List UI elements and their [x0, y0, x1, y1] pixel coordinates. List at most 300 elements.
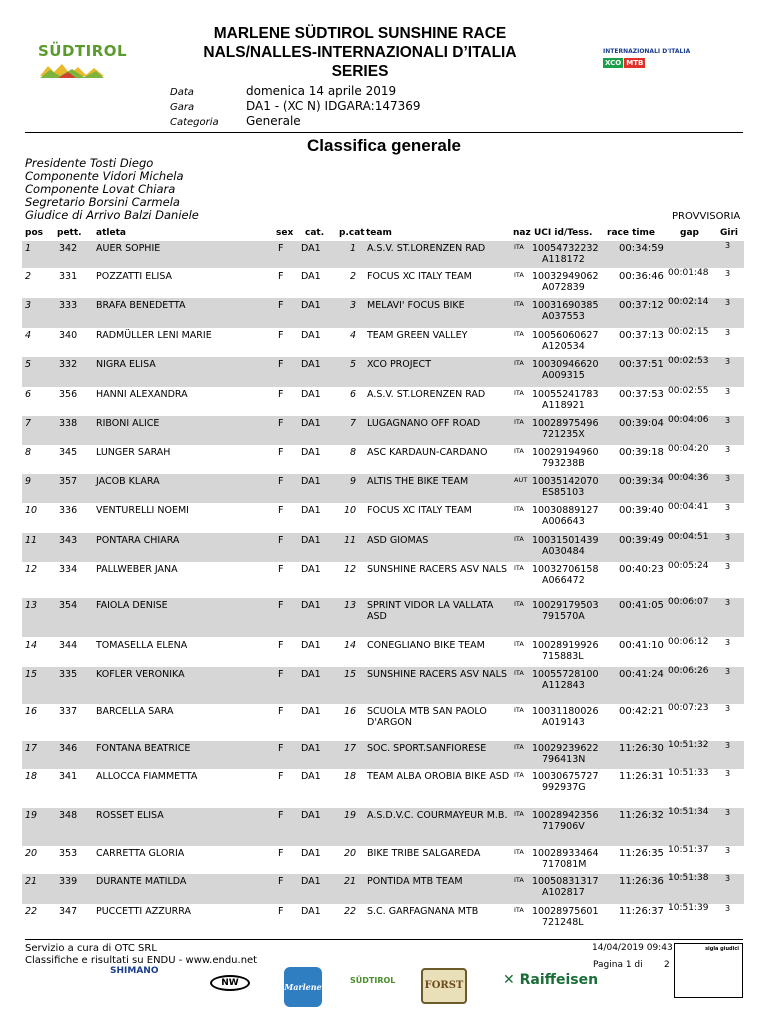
row-sex: F	[278, 359, 284, 370]
row-pcat: 15	[344, 669, 357, 680]
row-cat: DA1	[301, 906, 321, 917]
row-pos: 18	[25, 771, 38, 782]
row-race-time: 00:41:10	[619, 640, 664, 651]
row-pos: 2	[25, 271, 32, 282]
row-uci-id: 10031690385	[532, 300, 599, 311]
row-laps: 3	[725, 416, 731, 425]
jury-member: Giudice di Arrivo Balzi Daniele	[25, 208, 199, 222]
row-pcat: 17	[344, 743, 357, 754]
row-team: SCUOLA MTB SAN PAOLO D'ARGON	[367, 706, 487, 728]
row-pett: 331	[59, 271, 78, 282]
row-tessera: 717906V	[542, 821, 585, 832]
row-laps: 3	[725, 741, 731, 750]
row-pett: 339	[59, 876, 78, 887]
footer-service: Servizio a cura di OTC SRL	[25, 943, 157, 954]
row-sex: F	[278, 243, 284, 254]
row-pcat: 22	[344, 906, 357, 917]
table-row	[22, 241, 744, 268]
sudtirol-waves-icon	[40, 62, 104, 78]
row-pett: 336	[59, 505, 78, 516]
row-pos: 14	[25, 640, 38, 651]
row-athlete: NIGRA ELISA	[96, 359, 156, 370]
row-pcat: 16	[344, 706, 357, 717]
row-athlete: BARCELLA SARA	[96, 706, 174, 717]
row-tessera: A112843	[542, 680, 585, 691]
row-sex: F	[278, 771, 284, 782]
row-naz: ITA	[514, 706, 524, 714]
row-tessera: A030484	[542, 546, 585, 557]
row-tessera: A072839	[542, 282, 585, 293]
row-uci-id: 10030675727	[532, 771, 599, 782]
row-athlete: FAIOLA DENISE	[96, 600, 168, 611]
row-tessera: 721235X	[542, 429, 585, 440]
row-pos: 21	[25, 876, 38, 887]
col-gap: gap	[680, 228, 699, 238]
row-team: FOCUS XC ITALY TEAM	[367, 505, 472, 516]
row-naz: ITA	[514, 848, 524, 856]
row-pcat: 20	[344, 848, 357, 859]
row-gap: 00:02:14	[668, 297, 709, 307]
row-naz: ITA	[514, 564, 524, 572]
row-laps: 3	[725, 704, 731, 713]
row-sex: F	[278, 389, 284, 400]
row-athlete: POZZATTI ELISA	[96, 271, 173, 282]
row-laps: 3	[725, 904, 731, 913]
row-uci-id: 10035142070	[532, 476, 599, 487]
row-pett: 347	[59, 906, 78, 917]
table-row	[22, 874, 744, 904]
race-title	[150, 24, 570, 81]
row-laps: 3	[725, 298, 731, 307]
row-laps: 3	[725, 533, 731, 542]
row-pcat: 19	[344, 810, 357, 821]
row-gap: 00:04:41	[668, 502, 709, 512]
table-row	[22, 562, 744, 598]
table-row	[22, 808, 744, 846]
row-team: SOC. SPORT.SANFIORESE	[367, 743, 487, 754]
row-pett: 338	[59, 418, 78, 429]
row-pos: 19	[25, 810, 38, 821]
section-title: Classifica generale	[306, 136, 462, 155]
row-cat: DA1	[301, 271, 321, 282]
row-pcat: 12	[344, 564, 357, 575]
jury-member: Componente Vidori Michela	[25, 169, 184, 183]
row-laps: 3	[725, 846, 731, 855]
row-team: S.C. GARFAGNANA MTB	[367, 906, 479, 917]
row-pett: 335	[59, 669, 78, 680]
row-naz: ITA	[514, 876, 524, 884]
row-sex: F	[278, 271, 284, 282]
col-cat: cat.	[305, 228, 325, 238]
row-race-time: 00:41:05	[619, 600, 664, 611]
row-team: TEAM ALBA OROBIA BIKE ASD	[367, 771, 510, 782]
row-laps: 3	[725, 769, 731, 778]
row-pett: 357	[59, 476, 78, 487]
footer-datetime: 14/04/2019 09:43	[592, 943, 673, 953]
row-tessera: A066472	[542, 575, 585, 586]
row-gap: 00:06:12	[668, 637, 709, 647]
row-tessera: A037553	[542, 311, 585, 322]
table-row	[22, 328, 744, 357]
row-athlete: PUCCETTI AZZURRA	[96, 906, 191, 917]
jury-list	[25, 157, 199, 222]
row-tessera: A120534	[542, 341, 585, 352]
row-tessera: 992937G	[542, 782, 586, 793]
row-pos: 22	[25, 906, 38, 917]
sponsor-northwave-logo: NW	[210, 975, 250, 991]
row-athlete: PONTARA CHIARA	[96, 535, 180, 546]
row-pos: 3	[25, 300, 32, 311]
row-athlete: BRAFA BENEDETTA	[96, 300, 186, 311]
row-uci-id: 10028919926	[532, 640, 599, 651]
row-gap: 00:04:20	[668, 444, 709, 454]
row-gap: 10:51:32	[668, 740, 709, 750]
row-sex: F	[278, 535, 284, 546]
row-cat: DA1	[301, 669, 321, 680]
xco-badge: XCO	[605, 59, 622, 67]
row-naz: ITA	[514, 743, 524, 751]
row-pett: 348	[59, 810, 78, 821]
row-pett: 345	[59, 447, 78, 458]
row-uci-id: 10029179503	[532, 600, 599, 611]
row-sex: F	[278, 330, 284, 341]
row-pos: 6	[25, 389, 32, 400]
row-cat: DA1	[301, 300, 321, 311]
row-athlete: FONTANA BEATRICE	[96, 743, 191, 754]
jury-member: Segretario Borsini Carmela	[25, 195, 180, 209]
row-sex: F	[278, 418, 284, 429]
row-team: ASC KARDAUN-CARDANO	[367, 447, 488, 458]
row-sex: F	[278, 476, 284, 487]
jury-member: Componente Lovat Chiara	[25, 182, 176, 196]
row-athlete: VENTURELLI NOEMI	[96, 505, 189, 516]
row-uci-id: 10028975496	[532, 418, 599, 429]
row-pett: 334	[59, 564, 78, 575]
row-pcat: 5	[349, 359, 356, 370]
row-race-time: 00:37:53	[619, 389, 664, 400]
row-cat: DA1	[301, 743, 321, 754]
row-cat: DA1	[301, 535, 321, 546]
footer-divider	[25, 939, 743, 940]
row-pcat: 9	[349, 476, 356, 487]
row-laps: 3	[725, 638, 731, 647]
sponsor-shimano-logo: SHIMANO	[110, 966, 159, 976]
row-cat: DA1	[301, 564, 321, 575]
row-tessera: ES85103	[542, 487, 585, 498]
mtb-badge: MTB	[626, 59, 644, 67]
table-row	[22, 533, 744, 562]
row-gap: 00:05:24	[668, 561, 709, 571]
row-athlete: ROSSET ELISA	[96, 810, 164, 821]
row-pcat: 1	[349, 243, 356, 254]
row-athlete: HANNI ALEXANDRA	[96, 389, 188, 400]
col-naz: naz	[513, 228, 531, 238]
row-team: TEAM GREEN VALLEY	[367, 330, 468, 341]
row-naz: ITA	[514, 600, 524, 608]
row-pcat: 21	[344, 876, 357, 887]
row-gap: 00:04:36	[668, 473, 709, 483]
row-athlete: LUNGER SARAH	[96, 447, 171, 458]
row-team: CONEGLIANO BIKE TEAM	[367, 640, 485, 651]
row-tessera: A118172	[542, 254, 585, 265]
row-laps: 3	[725, 808, 731, 817]
row-gap: 00:06:07	[668, 597, 709, 607]
row-tessera: 793238B	[542, 458, 585, 469]
row-cat: DA1	[301, 447, 321, 458]
row-pcat: 14	[344, 640, 357, 651]
sponsor-marlene-logo: Marlene	[284, 967, 322, 1007]
row-uci-id: 10030889127	[532, 505, 599, 516]
row-pett: 337	[59, 706, 78, 717]
row-gap: 10:51:34	[668, 807, 709, 817]
row-laps: 3	[725, 357, 731, 366]
row-uci-id: 10056060627	[532, 330, 599, 341]
row-laps: 3	[725, 874, 731, 883]
col-pcat: p.cat	[339, 228, 365, 238]
row-team: SPRINT VIDOR LA VALLATA ASD	[367, 600, 494, 622]
col-atleta: atleta	[96, 228, 126, 238]
row-athlete: KOFLER VERONIKA	[96, 669, 185, 680]
row-team: A.S.D.V.C. COURMAYEUR M.B.	[367, 810, 508, 821]
row-tessera: A009315	[542, 370, 585, 381]
row-cat: DA1	[301, 243, 321, 254]
sponsor-raiffeisen-text: Raiffeisen	[519, 972, 599, 988]
row-race-time: 00:34:59	[619, 243, 664, 254]
row-pcat: 7	[349, 418, 356, 429]
table-row	[22, 667, 744, 704]
race-value: DA1 - (XC N) IDGARA:147369	[246, 99, 421, 113]
row-gap: 00:02:55	[668, 386, 709, 396]
row-cat: DA1	[301, 600, 321, 611]
internazionali-logo-text: INTERNAZIONALI D'ITALIA	[603, 48, 691, 55]
row-team: SUNSHINE RACERS ASV NALS	[367, 669, 508, 680]
row-laps: 3	[725, 598, 731, 607]
row-pett: 354	[59, 600, 78, 611]
row-tessera: A019143	[542, 717, 585, 728]
row-naz: ITA	[514, 359, 524, 367]
row-pett: 341	[59, 771, 78, 782]
row-laps: 3	[725, 241, 731, 250]
table-row	[22, 741, 744, 769]
row-sex: F	[278, 505, 284, 516]
row-naz: ITA	[514, 535, 524, 543]
table-row	[22, 846, 744, 874]
row-uci-id: 10029194960	[532, 447, 599, 458]
row-pos: 4	[25, 330, 32, 341]
row-naz: AUT	[514, 476, 528, 484]
judges-signature-box	[674, 943, 743, 998]
row-pos: 15	[25, 669, 38, 680]
header-divider	[25, 132, 743, 133]
col-race-time: race time	[607, 228, 655, 238]
row-sex: F	[278, 300, 284, 311]
row-cat: DA1	[301, 876, 321, 887]
row-sex: F	[278, 640, 284, 651]
row-pos: 7	[25, 418, 32, 429]
race-label: Gara	[170, 102, 195, 113]
row-pcat: 13	[344, 600, 357, 611]
row-gap: 10:51:39	[668, 903, 709, 913]
row-uci-id: 10031501439	[532, 535, 599, 546]
row-pett: 333	[59, 300, 78, 311]
table-row	[22, 503, 744, 533]
row-team: SUNSHINE RACERS ASV NALS	[367, 564, 508, 575]
row-race-time: 00:39:49	[619, 535, 664, 546]
row-sex: F	[278, 669, 284, 680]
row-athlete: TOMASELLA ELENA	[96, 640, 188, 651]
footer-page-total: 2	[664, 960, 670, 970]
race-title-line: NALS/NALLES-INTERNAZIONALI D’ITALIA	[203, 44, 517, 61]
row-naz: ITA	[514, 447, 524, 455]
sponsor-sudtirol-logo: SÜDTIROL	[350, 976, 396, 985]
row-race-time: 11:26:37	[619, 906, 664, 917]
row-pcat: 10	[344, 505, 357, 516]
row-pos: 8	[25, 447, 32, 458]
row-gap: 00:04:06	[668, 415, 709, 425]
raiffeisen-cross-icon: ✕	[503, 972, 515, 988]
internazionali-italia-logo	[603, 48, 699, 72]
row-team: ASD GIOMAS	[367, 535, 429, 546]
category-value: Generale	[246, 114, 301, 128]
row-sex: F	[278, 600, 284, 611]
row-pett: 342	[59, 243, 78, 254]
row-naz: ITA	[514, 505, 524, 513]
row-naz: ITA	[514, 810, 524, 818]
row-sex: F	[278, 906, 284, 917]
row-pett: 356	[59, 389, 78, 400]
col-giri: Giri	[720, 228, 738, 238]
date-value: domenica 14 aprile 2019	[246, 84, 397, 98]
table-row	[22, 638, 744, 667]
row-uci-id: 10031180026	[532, 706, 599, 717]
row-race-time: 11:26:36	[619, 876, 664, 887]
jury-member: Presidente Tosti Diego	[25, 156, 154, 170]
row-pett: 353	[59, 848, 78, 859]
row-pos: 13	[25, 600, 38, 611]
row-pos: 16	[25, 706, 38, 717]
row-sex: F	[278, 743, 284, 754]
judges-signature-label: sigla giudici	[705, 946, 739, 952]
row-sex: F	[278, 848, 284, 859]
row-naz: ITA	[514, 271, 524, 279]
row-naz: ITA	[514, 771, 524, 779]
row-team: LUGAGNANO OFF ROAD	[367, 418, 481, 429]
footer-results-link[interactable]: Classifiche e risultati su ENDU - www.endu.net	[25, 955, 258, 966]
row-naz: ITA	[514, 906, 524, 914]
table-row	[22, 474, 744, 503]
row-sex: F	[278, 876, 284, 887]
row-sex: F	[278, 447, 284, 458]
row-pcat: 8	[349, 447, 356, 458]
row-athlete: PALLWEBER JANA	[96, 564, 178, 575]
row-athlete: RIBONI ALICE	[96, 418, 160, 429]
row-tessera: 796413N	[542, 754, 586, 765]
row-race-time: 00:39:34	[619, 476, 664, 487]
row-gap: 00:06:26	[668, 666, 709, 676]
row-naz: ITA	[514, 389, 524, 397]
date-label: Data	[170, 87, 194, 98]
row-cat: DA1	[301, 330, 321, 341]
row-team: A.S.V. ST.LORENZEN RAD	[367, 243, 486, 254]
row-athlete: CARRETTA GLORIA	[96, 848, 185, 859]
row-gap: 00:02:15	[668, 327, 709, 337]
row-laps: 3	[725, 503, 731, 512]
row-athlete: ALLOCCA FIAMMETTA	[96, 771, 198, 782]
row-uci-id: 10032949062	[532, 271, 599, 282]
row-pos: 12	[25, 564, 38, 575]
row-naz: ITA	[514, 640, 524, 648]
row-uci-id: 10029239622	[532, 743, 599, 754]
row-naz: ITA	[514, 418, 524, 426]
row-cat: DA1	[301, 505, 321, 516]
footer-page-label: Pagina 1 di	[593, 960, 643, 970]
row-tessera: 715883L	[542, 651, 584, 662]
row-race-time: 11:26:31	[619, 771, 664, 782]
row-laps: 3	[725, 387, 731, 396]
row-pett: 340	[59, 330, 78, 341]
col-uci: UCI id/Tess.	[534, 228, 593, 238]
row-tessera: A102817	[542, 887, 585, 898]
row-naz: ITA	[514, 669, 524, 677]
row-gap: 00:02:53	[668, 356, 709, 366]
row-laps: 3	[725, 667, 731, 676]
row-uci-id: 10032706158	[532, 564, 599, 575]
row-naz: ITA	[514, 243, 524, 251]
row-athlete: AUER SOPHIE	[96, 243, 161, 254]
table-row	[22, 269, 744, 298]
row-pos: 20	[25, 848, 38, 859]
row-gap: 10:51:37	[668, 845, 709, 855]
col-pett: pett.	[57, 228, 82, 238]
row-race-time: 00:37:13	[619, 330, 664, 341]
race-title-line: SERIES	[331, 63, 389, 80]
row-team: MELAVI' FOCUS BIKE	[367, 300, 465, 311]
row-uci-id: 10050831317	[532, 876, 599, 887]
race-title-line: MARLENE SÜDTIROL SUNSHINE RACE	[213, 25, 507, 42]
row-pett: 343	[59, 535, 78, 546]
row-naz: ITA	[514, 300, 524, 308]
row-cat: DA1	[301, 359, 321, 370]
row-race-time: 00:36:46	[619, 271, 664, 282]
row-laps: 3	[725, 445, 731, 454]
row-uci-id: 10028933464	[532, 848, 599, 859]
row-race-time: 00:39:40	[619, 505, 664, 516]
row-pett: 332	[59, 359, 78, 370]
status-provisional: PROVVISORIA	[672, 211, 741, 222]
row-race-time: 00:37:12	[619, 300, 664, 311]
table-row	[22, 904, 744, 934]
row-gap: 00:07:23	[668, 703, 709, 713]
table-row	[22, 357, 744, 387]
row-race-time: 11:26:35	[619, 848, 664, 859]
row-sex: F	[278, 564, 284, 575]
col-team: team	[366, 228, 392, 238]
row-pos: 11	[25, 535, 38, 546]
row-team: PONTIDA MTB TEAM	[367, 876, 463, 887]
row-cat: DA1	[301, 389, 321, 400]
row-laps: 3	[725, 562, 731, 571]
table-row	[22, 416, 744, 445]
row-race-time: 11:26:30	[619, 743, 664, 754]
row-pos: 5	[25, 359, 32, 370]
row-cat: DA1	[301, 418, 321, 429]
row-race-time: 00:37:51	[619, 359, 664, 370]
row-pos: 17	[25, 743, 38, 754]
table-row	[22, 769, 744, 808]
row-uci-id: 10030946620	[532, 359, 599, 370]
row-pett: 344	[59, 640, 78, 651]
row-pcat: 18	[344, 771, 357, 782]
